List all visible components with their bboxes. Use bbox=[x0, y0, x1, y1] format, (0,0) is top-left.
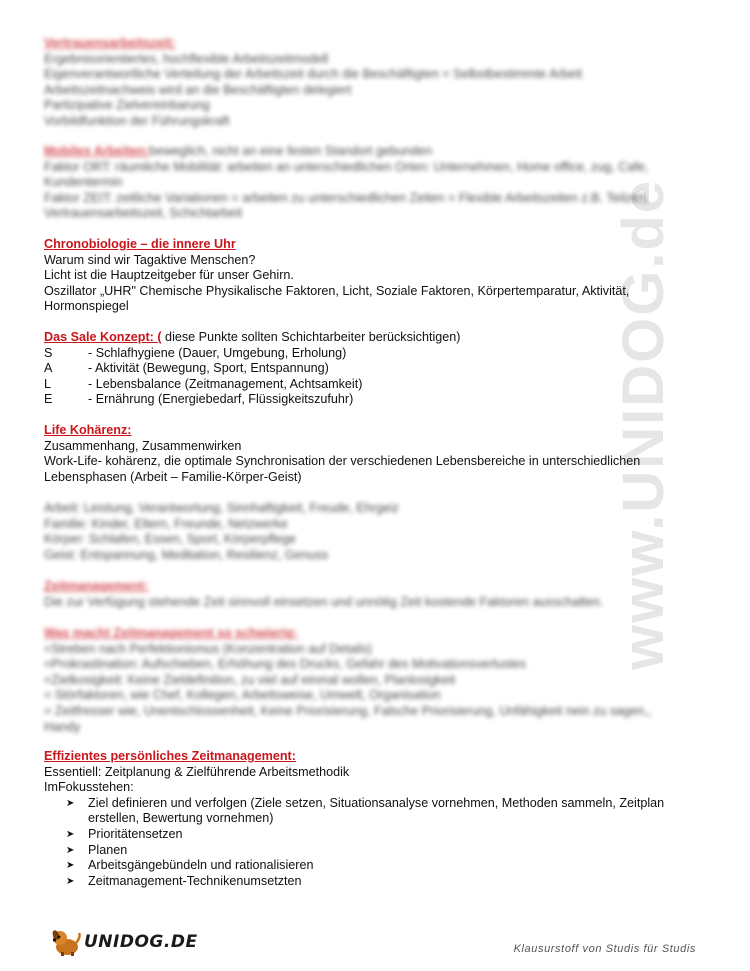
text-line: Oszillator „UHR" Chemische Physikalische Faktoren, Licht, Soziale Faktoren, Körpertemparatur, Aktivität, bbox=[44, 283, 630, 298]
list-item bbox=[66, 827, 714, 843]
text-line: = Zeitfresser wie, Unentschlossenheit, Keine Priorisierung, Falsche Priorisierung, Unfähigkeit nein zu sagen,, bbox=[44, 703, 652, 718]
arrow-bullet-icon: ➤ bbox=[66, 860, 75, 872]
unidog-logo[interactable] bbox=[50, 927, 198, 957]
section-heading: Das Sale Konzept: ( bbox=[44, 330, 162, 344]
sale-row bbox=[44, 392, 714, 408]
sale-text: - Ernährung (Energiebedarf, Flüssigkeitszufuhr) bbox=[88, 392, 354, 407]
text-line: =Prokrastination: Aufschieben, Erhöhung des Drucks, Gefahr des Motivationsverlustes bbox=[44, 657, 526, 672]
section-mobiles-arbeiten bbox=[44, 144, 714, 222]
text-line: Geist: Entspannung, Meditation, Resilienz, Genuss bbox=[44, 547, 329, 562]
text-line: Die zur Verfügung stehende Zeit sinnvoll einsetzen und unnötig Zeit kostende Faktoren ausschalten. bbox=[44, 594, 604, 609]
section-heading: Effizientes persönliches Zeitmanagement: bbox=[44, 749, 296, 763]
text-line: Körper: Schlafen, Essen, Sport, Körperpflege bbox=[44, 532, 297, 547]
list-item-text: Ziel definieren und verfolgen (Ziele setzen, Situationsanalyse vornehmen, Methoden sammeln, Zeitplan erstellen, Bewertung vornehmen) bbox=[88, 795, 665, 826]
sale-letter: L bbox=[44, 376, 52, 391]
sale-letter: S bbox=[44, 345, 53, 360]
text-line: Warum sind wir Tagaktive Menschen? bbox=[44, 252, 256, 267]
text-line: Kundentermin bbox=[44, 175, 123, 190]
sale-letter: E bbox=[44, 392, 53, 407]
text-line: Eigenverantwortliche Verteilung der Arbeitszeit durch die Beschäftigten = Selbstbestimmte Arbeit bbox=[44, 67, 582, 82]
sale-letter: A bbox=[44, 361, 53, 376]
sale-text: - Aktivität (Bewegung, Sport, Entspannung) bbox=[88, 361, 329, 376]
text-line: Faktor ORT: räumliche Mobilität: arbeiten an unterschiedlichen Orten: Unternehmen, Home office, zug, Cafe, bbox=[44, 159, 649, 174]
page-footer bbox=[0, 925, 750, 965]
list-item-text: Prioritätensetzen bbox=[88, 826, 183, 841]
logo-text: UNIDOG.DE bbox=[84, 932, 198, 952]
section-heading: Zeitmanagement: bbox=[44, 579, 149, 593]
section-heading: Vertrauensarbeitszeit: bbox=[44, 36, 176, 50]
list-item-text: Planen bbox=[88, 842, 128, 857]
section-heading: Chronobiologie – die innere Uhr bbox=[44, 237, 236, 251]
section-heading: Was macht Zeitmanagement so schwierig: bbox=[44, 626, 298, 640]
sale-text: - Schlafhygiene (Dauer, Umgebung, Erholung) bbox=[88, 345, 347, 360]
arrow-bullet-icon: ➤ bbox=[66, 875, 75, 887]
text-line: Licht ist die Hauptzeitgeber für unser Gehirn. bbox=[44, 268, 294, 283]
sale-row bbox=[44, 377, 714, 393]
section-zeitmanagement-schwierig bbox=[44, 626, 714, 735]
text-line: Faktor ZEIT: zeitliche Variationen = arbeiten zu unterschiedlichen Zeiten = Flexible Arbeitszeiten z.B. Teilzeit, bbox=[44, 190, 649, 205]
list-item bbox=[66, 796, 714, 827]
text-line: Zusammenhang, Zusammenwirken bbox=[44, 438, 242, 453]
text-line: Vertrauensarbeitszeit, Schichtarbeit bbox=[44, 206, 243, 221]
text-line: Hormonspiegel bbox=[44, 299, 129, 314]
text-line: Arbeit: Leistung, Verantwortung, Sinnhaftigkeit, Freude, Ehrgeiz bbox=[44, 501, 399, 515]
text-line: =Streben nach Perfektionismus (Konzentration auf Details) bbox=[44, 641, 372, 656]
text-line: Partizipative Zielvereinbarung bbox=[44, 98, 210, 113]
heading-rest: diese Punkte sollten Schichtarbeiter berücksichtigen) bbox=[161, 330, 461, 344]
list-item bbox=[66, 858, 714, 874]
section-lebensbereiche bbox=[44, 501, 714, 563]
section-zeitmanagement bbox=[44, 579, 714, 610]
list-item-text: Zeitmanagement-Technikenumsetzten bbox=[88, 873, 302, 888]
text-line: Familie: Kinder, Eltern, Freunde, Netzwerke bbox=[44, 516, 288, 531]
list-item bbox=[66, 843, 714, 859]
text-line: =Zielkosigkeit: Keine Zieldefinition, zu viel auf einmal wollen, Planlosigkeit bbox=[44, 672, 456, 687]
text-line: Arbeitszeitnachweis wird an die Beschäftigten delegiert bbox=[44, 82, 352, 97]
sale-text: - Lebensbalance (Zeitmanagement, Achtsamkeit) bbox=[88, 376, 363, 391]
text-line: Ergebnisorientiertes, hochflexible Arbeitszeitmodell bbox=[44, 51, 329, 66]
text-line: Lebensphasen (Arbeit – Familie-Körper-Geist) bbox=[44, 469, 302, 484]
section-heading: Mobiles Arbeiten: bbox=[44, 144, 150, 158]
section-sale-konzept bbox=[44, 330, 714, 408]
list-item-text: Arbeitsgängebündeln und rationalisieren bbox=[88, 858, 314, 873]
list-item bbox=[66, 874, 714, 890]
sale-row bbox=[44, 346, 714, 362]
footer-tagline: Klausurstoff von Studis für Studis bbox=[513, 943, 696, 955]
section-heading: Life Kohärenz: bbox=[44, 423, 132, 437]
section-chronobiologie bbox=[44, 237, 714, 315]
section-effizientes-zeitmanagement bbox=[44, 749, 714, 889]
section-vertrauensarbeitszeit bbox=[44, 36, 714, 130]
arrow-bullet-icon: ➤ bbox=[66, 797, 75, 809]
text-line: = Störfaktoren, wie Chef, Kollegen, Arbeitsweise, Umwelt, Organisation bbox=[44, 688, 441, 703]
text-line: ImFokusstehen: bbox=[44, 780, 134, 795]
arrow-bullet-icon: ➤ bbox=[66, 828, 75, 840]
watermark: www.UNIDOG.de bbox=[611, 178, 676, 670]
text-line: Handy bbox=[44, 719, 81, 734]
heading-rest: beweglich, nicht an eine festen Standort gebunden bbox=[149, 144, 433, 158]
text-line: Essentiell: Zeitplanung & Zielführende Arbeitsmethodik bbox=[44, 764, 350, 779]
text-line: Work-Life- kohärenz, die optimale Synchronisation der verschiedenen Lebensbereiche in unterschiedlichen bbox=[44, 454, 641, 469]
sale-row bbox=[44, 361, 714, 377]
section-life-kohaerenz bbox=[44, 423, 714, 485]
text-line: Vorbildfunktion der Führungskraft bbox=[44, 113, 230, 128]
bullet-list bbox=[44, 796, 714, 890]
dog-mascot-icon bbox=[50, 927, 82, 957]
arrow-bullet-icon: ➤ bbox=[66, 844, 75, 856]
